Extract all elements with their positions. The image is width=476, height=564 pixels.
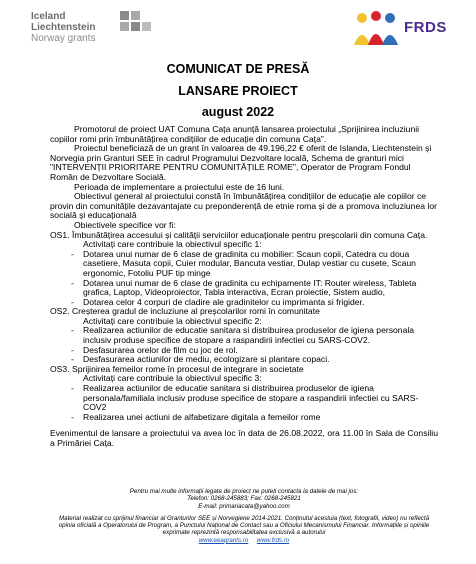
logo-line-2: Liechtenstein — [31, 22, 96, 33]
logo-text — [31, 11, 95, 44]
title-project-launch: LANSARE PROIECT — [178, 84, 298, 98]
os1-item: - Dotarea unui numar de 6 clase de gradinita cu echipamente IT: Router wireless, Tableta grafica, Laptop, Videoproiector, Tabla interactiva, Ecran proiectie, Sistem audio, — [50, 279, 438, 298]
logo-line-1: Iceland — [31, 11, 66, 22]
os2-item: - Desfasurarea actiunilor de mediu, ecologizare si plantare copaci. — [50, 355, 438, 365]
os2-item: - Realizarea actiunilor de educatie sanitara si distribuirea produselor de igiena personala inclusiv produse specifice de stopare a raspandirii infectiei cu SARS-COV2. — [50, 326, 438, 345]
objective-os3: OS3. Sprijinirea femeilor rome în procesul de integrare in societate — [50, 363, 304, 374]
os1-item: - Dotarea unui numar de 6 clase de gradinita cu mobilier: Scaun copii, Catedra cu doua casetiere, Masuta copii, Cuier modular, Bancuta vestiar, Dulap vestiar cu cusete, Scaun ergonomic, Fotoliu PUF tip minge — [50, 250, 438, 279]
objective-os2: OS2. Creșterea gradul de incluziune al preșcolarilor romi în comunitate — [50, 306, 320, 317]
iceland-liechtenstein-norway-grants-logo — [31, 9, 201, 53]
paragraph-period: Perioada de implementare a proiectului este de 16 luni. — [74, 181, 285, 192]
os2-item: - Desfasurarea orelor de film cu joc de rol. — [50, 346, 438, 356]
paragraph-grant: Proiectul beneficiază de un grant în valoarea de 49.196,22 € oferit de Islanda, Liechtenstein și Norvegia prin Granturi SEE în cadrul Programului Dezvoltare locală, Schema de granturi mici "INTERVENȚII PRIORITARE PENTRU COMUNITĂȚILE ROME", Operator de Program Fondul Român de Dezvoltare Socială. — [50, 143, 432, 182]
os1-activities-heading: Activitați care contribuie la obiectivul specific 1: — [83, 239, 262, 250]
footer-links — [50, 537, 438, 544]
title-date: august 2022 — [201, 105, 275, 119]
os3-activities-heading: Activitați care contribuie la obiectivul specific 3: — [83, 373, 262, 384]
contact-email: E-mail: primariacata@yahoo.com — [198, 502, 290, 510]
os3-item: - Realizarea unei actiuni de alfabetizare digitala a femeilor rome — [50, 413, 438, 423]
title-press-release: COMUNICAT DE PRESĂ — [166, 62, 310, 76]
os2-activities-heading: Activitați care contribuie la obiectivul specific 2: — [83, 315, 262, 326]
os3-item: - Realizarea actiunilor de educatie sanitara si distribuirea produselor de igiena personala/familiala inclusiv produse specifice de stopare a raspandirii infectiei cu SARS-COV2 — [50, 384, 438, 413]
footer — [50, 488, 438, 544]
frds-figures-icon — [348, 9, 404, 49]
os1-item: - Dotarea celor 4 corpuri de cladire ale gradinitelor cu imprimanta si frigider. — [50, 298, 438, 308]
frds-link[interactable]: www.frds.ro — [256, 536, 290, 544]
frds-logo-text: FRDS — [404, 19, 447, 36]
logo-line-3: Norway grants — [31, 33, 96, 44]
frds-logo — [348, 9, 458, 49]
contact-phone: Telefon: 0268-245883; Fax: 0268-245821 — [187, 495, 301, 503]
paragraph-intro: Promotorul de proiect UAT Comuna Cața anunță lansarea proiectului „Sprijinirea incluziunii copiilor romi prin îmbunătățirea condițiilor de educație din comuna Cața”. — [50, 124, 420, 144]
paragraph-specific-objectives: Obiectivele specifice vor fi: — [74, 219, 176, 230]
objective-os1: OS1. Îmbunătățirea accesului și calității serviciilor educaționale pentru preșcolarii din comuna Cața. — [50, 229, 428, 240]
grants-logo-icon — [118, 9, 158, 37]
paragraph-event: Evenimentul de lansare a proiectului va avea loc în data de 26.08.2022, ora 11.00 în Sala de Consiliu a Primăriei Cața. — [50, 428, 438, 448]
press-release-body — [50, 125, 438, 449]
funding-disclaimer: Material realizat cu sprijinul financiar al Granturilor SEE și Norvegiene 2014-2021. Conținutul acestuia (text, fotografii, video) nu reflectă opinia oficială a Operatorului de Program, a Punctului Național de Contact sau a Oficiului Mecanismului Financiar. Informațiile și opiniile exprimate reprezintă responsabilitatea exclusivă a autorului — [58, 514, 430, 537]
eeagrants-link[interactable]: www.eeagrants.ro — [198, 536, 249, 544]
paragraph-general-objective: Obiectivul general al proiectului constă în îmbunătățirea condițiilor de educație ale copiilor ce provin din comunitățile dezavantajate cu preponderență de etnie roma și de a promova incluziunea lor socială și educațională — [50, 191, 437, 221]
contact-intro: Pentru mai multe informații legate de proiect ne puteți contacta la datele de mai jos: — [129, 488, 359, 495]
